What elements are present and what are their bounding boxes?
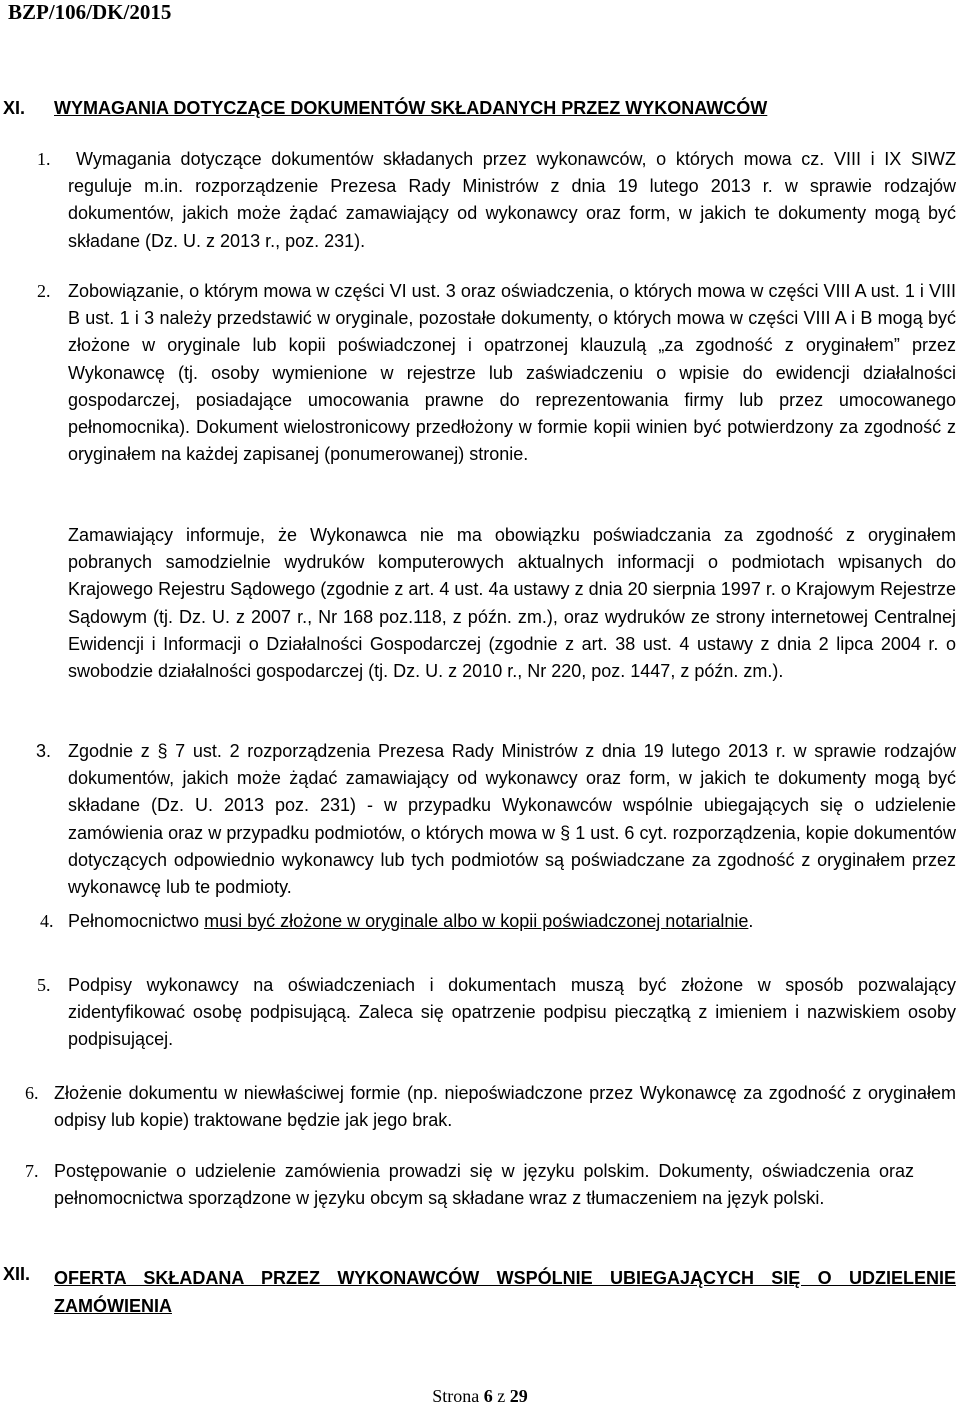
section-11-number: XI. [3, 98, 26, 118]
item-6-text: Złożenie dokumentu w niewłaściwej formie (np. niepoświadczone przez Wykonawcę za zgodność z oryginałem odpisy lub kopie) traktowane będzie jak jego brak. [54, 1083, 956, 1131]
item-2-text: Zobowiązanie, o którym mowa w części VI ust. 3 oraz oświadczenia, o których mowa w części VIII A ust. 1 i VIII B ust. 1 i 3 należy przedstawić w oryginale, pozostałe dokumenty, o których mowa w części VIII A i B mogą być złożone w oryginale lub kopii poświadczonej i opatrzonej klauzulą „za zgodność z oryginałem” przez Wykonawcę (tj. osoby wymienione w rejestrze lub zaświadczeniu o wpisie do ewidencji działalności gospodarczej, posiadające umocowania prawne do reprezentowania firmy lub przez umocowanego pełnomocnika). Dokument wielostronicowy przedłożony w formie kopii winien być potwierdzony za zgodność z oryginałem na każdej zapisanej (ponumerowanej) stronie. [68, 281, 956, 465]
item-3-number: 3. [36, 741, 52, 761]
footer-current-page: 6 [483, 1386, 493, 1406]
item-4-text-before: Pełnomocnictwo [68, 911, 205, 931]
item-4-number: 4. [40, 911, 54, 931]
footer-middle: z [492, 1386, 510, 1406]
item-5-text: Podpisy wykonawcy na oświadczeniach i dokumentach muszą być złożone w sposób pozwalający zidentyfikować osobę podpisującą. Zaleca się opatrzenie podpisu pieczątką z imieniem i nazwiskiem osoby podpisującej. [68, 975, 956, 1050]
footer-prefix: Strona [432, 1386, 484, 1406]
section-11-title: WYMAGANIA DOTYCZĄCE DOKUMENTÓW SKŁADANYCH PRZEZ WYKONAWCÓW [54, 98, 768, 118]
item-2-number: 2. [37, 281, 51, 301]
item-4-text-after: . [748, 911, 754, 931]
item-2-paragraph-2: Zamawiający informuje, że Wykonawca nie ma obowiązku poświadczania za zgodność z oryginałem pobranych samodzielnie wydruków komputerowych aktualnych informacji o podmiotach wpisanych do Krajowego Rejestru Sądowego (zgodnie z art. 4 ust. 4a ustawy z dnia 20 sierpnia 1997 r. o Krajowym Rejestrze Sądowym (tj. Dz. U. z 2007 r., Nr 168 poz.118, z późn. zm.), oraz wydruków ze strony internetowej Centralnej Ewidencji i Informacji o Działalności Gospodarczej (zgodnie z art. 38 ust. 4 ustawy z dnia 2 lipca 2004 r. o swobodzie działalności gospodarczej (tj. Dz. U. z 2010 r., Nr 220, poz. 1447, z późn. zm.). [68, 525, 956, 682]
item-4-text-underlined: musi być złożone w oryginale albo w kopii poświadczonej notarialnie [204, 911, 749, 931]
page-footer [0, 1386, 960, 1407]
section-12-title: OFERTA SKŁADANA PRZEZ WYKONAWCÓW WSPÓLNIE UBIEGAJĄCYCH SIĘ O UDZIELENIE ZAMÓWIENIA [54, 1268, 956, 1316]
item-5-number: 5. [37, 975, 51, 995]
document-reference: BZP/106/DK/2015 [8, 0, 172, 24]
section-12-number: XII. [3, 1264, 31, 1284]
item-7-text: Postępowanie o udzielenie zamówienia prowadzi się w języku polskim. Dokumenty, oświadczenia oraz pełnomocnictwa sporządzone w języku obcym są składane wraz z tłumaczeniem na język polski. [54, 1161, 914, 1209]
item-6-number: 6. [25, 1083, 39, 1103]
item-3-text: Zgodnie z § 7 ust. 2 rozporządzenia Prezesa Rady Ministrów z dnia 19 lutego 2013 r. w sprawie rodzajów dokumentów, jakich może żądać zamawiający od wykonawcy oraz form, w jakich te dokumenty mogą być składane (Dz. U. 2013 poz. 231) - w przypadku Wykonawców wspólnie ubiegających się o udzielenie zamówienia oraz w przypadku podmiotów, o których mowa w § 1 ust. 6 cyt. rozporządzenia, kopie dokumentów dotyczących odpowiednio wykonawcy lub tych podmiotów są poświadczane za zgodność z oryginałem przez wykonawcę lub te podmioty. [68, 741, 956, 898]
item-7-number: 7. [25, 1161, 39, 1181]
item-4-text [68, 908, 956, 935]
item-1-text: Wymagania dotyczące dokumentów składanych przez wykonawców, o których mowa cz. VIII i IX SIWZ reguluje m.in. rozporządzenie Prezesa Rady Ministrów z dnia 19 lutego 2013 r. w sprawie rodzajów dokumentów, jakich może żądać zamawiający od wykonawcy oraz form, w jakich te dokumenty mogą być składane (Dz. U. z 2013 r., poz. 231). [68, 149, 956, 251]
footer-total-pages: 29 [509, 1386, 528, 1406]
item-1-number: 1. [37, 149, 51, 169]
